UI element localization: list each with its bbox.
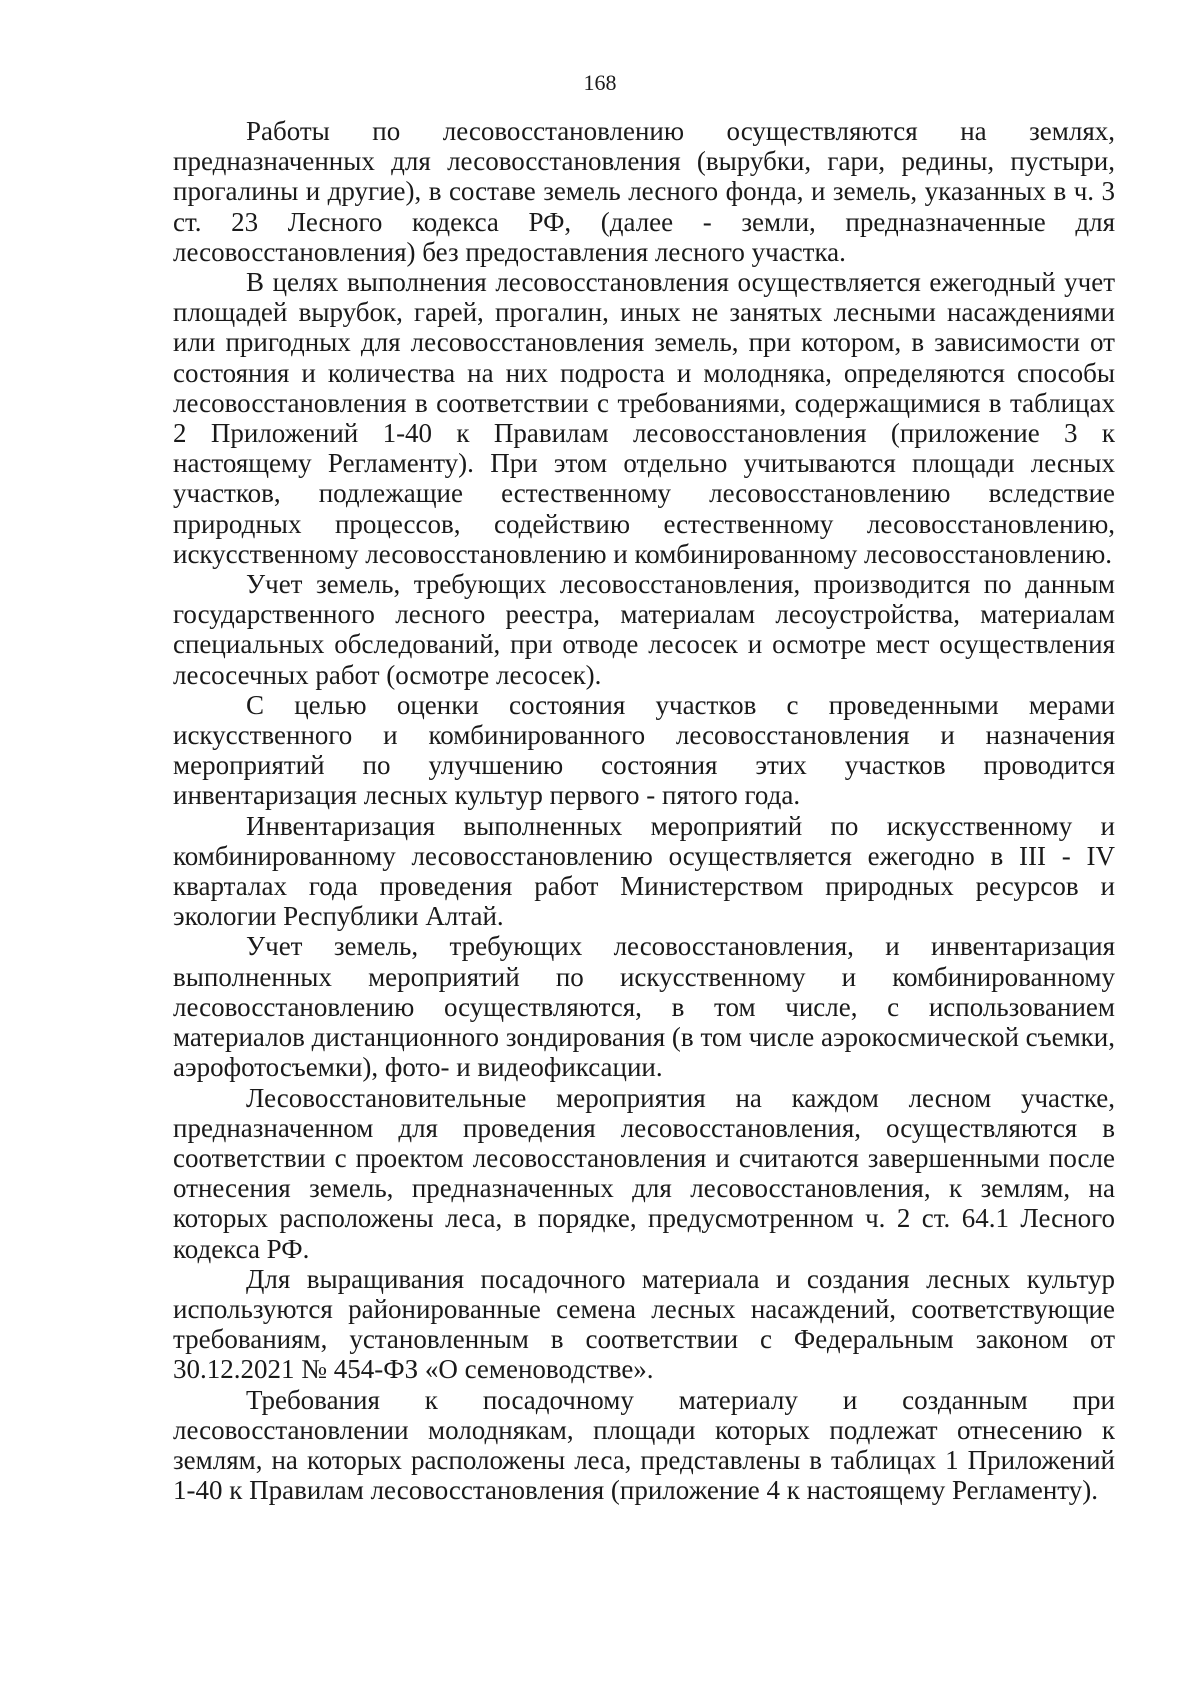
document-body [173, 116, 1115, 1505]
paragraph-zoned-seeds: Для выращивания посадочного материала и создания лесных культур используются районированные семена лесных насаждений, соответствующие требованиям, установленным в соответствии с Федеральным законом от 30.12.2021 № 454-ФЗ «О семеноводстве». [173, 1263, 1115, 1385]
paragraph-plantation-inventory: С целью оценки состояния участков с проведенными мерами искусственного и комбинированного лесовосстановления и назначения мероприятий по улучшению состояния этих участков проводится инвентаризация лесных культур первого - пятого года. [173, 689, 1115, 811]
page-number: 168 [583, 70, 617, 95]
paragraph-land-accounting-sources: Учет земель, требующих лесовосстановления, производится по данным государственного лесного реестра, материалам лесоустройства, материалам специальных обследований, при отводе лесосек и осмотре мест осуществления лесосечных работ (осмотре лесосек). [173, 569, 1115, 690]
paragraph-reforestation-measures: Лесовосстановительные мероприятия на каждом лесном участке, предназначенном для проведения лесовосстановления, осуществляются в соответствии с проектом лесовосстановления и считаются завершенными после отнесения земель, предназначенных для лесовосстановления, к землям, на которых расположены леса, в порядке, предусмотренном ч. 2 ст. 64.1 Лесного кодекса РФ. [173, 1082, 1115, 1264]
paragraph-annual-accounting: В целях выполнения лесовосстановления осуществляется ежегодный учет площадей вырубок, гарей, прогалин, иных не занятых лесными насаждениями или пригодных для лесовосстановления земель, при котором, в зависимости от состояния и количества на них подроста и молодняка, определяются способы лесовосстановления в соответствии с требованиями, содержащимися в таблицах 2 Приложений 1-40 к Правилам лесовосстановления (приложение 3 к настоящему Регламенту). При этом отдельно учитываются площади лесных участков, подлежащие естественному лесовосстановлению вследствие природных процессов, содействию естественному лесовосстановлению, искусственному лесовосстановлению и комбинированному лесовосстановлению. [173, 267, 1115, 569]
paragraph-reforestation-lands: Работы по лесовосстановлению осуществляются на землях, предназначенных для лесовосстановления (вырубки, гари, редины, пустыри, прогалины и другие), в составе земель лесного фонда, и земель, указанных в ч. 3 ст. 23 Лесного кодекса РФ, (далее - земли, предназначенные для лесовосстановления) без предоставления лесного участка. [173, 116, 1115, 267]
paragraph-remote-sensing: Учет земель, требующих лесовосстановления, и инвентаризация выполненных мероприятий по искусственному и комбинированному лесовосстановлению осуществляются, в том числе, с использованием материалов дистанционного зондирования (в том числе аэрокосмической съемки, аэрофотосъемки), фото- и видеофиксации. [173, 931, 1115, 1083]
paragraph-inventory-schedule: Инвентаризация выполненных мероприятий по искусственному и комбинированному лесовосстановлению осуществляется ежегодно в III - IV кварталах года проведения работ Министерством природных ресурсов и экологии Республики Алтай. [173, 810, 1115, 932]
paragraph-planting-material-requirements: Требования к посадочному материалу и созданным при лесовосстановлении молоднякам, площади которых подлежат отнесению к землям, на которых расположены леса, представлены в таблицах 1 Приложений 1-40 к Правилам лесовосстановления (приложение 4 к настоящему Регламенту). [173, 1384, 1115, 1506]
